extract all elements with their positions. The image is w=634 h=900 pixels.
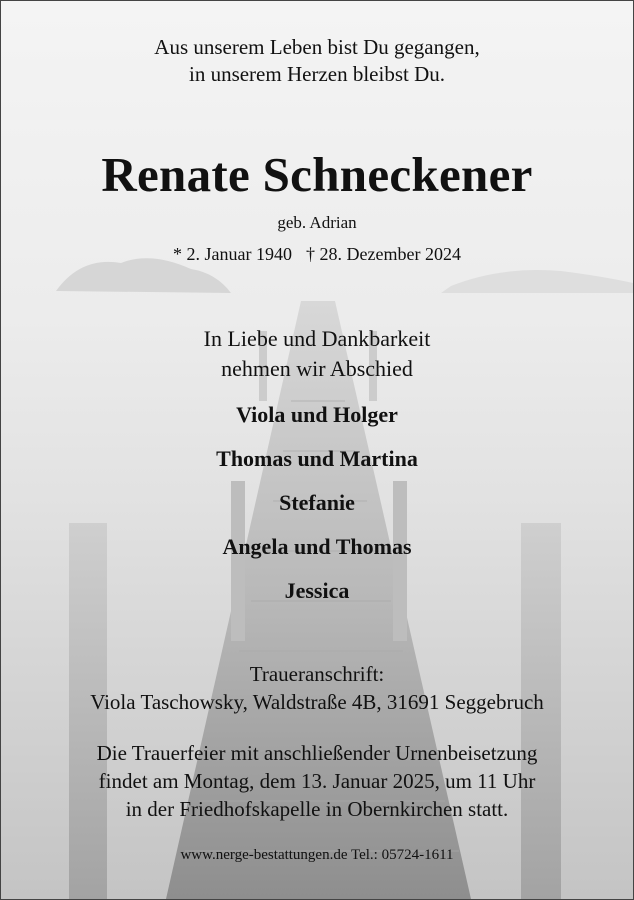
family-member: Jessica (284, 578, 350, 603)
footer-contact: www.nerge-bestattungen.de Tel.: 05724-1611 (180, 847, 454, 863)
farewell-line-1: In Liebe und Dankbarkeit (203, 326, 431, 351)
birth-name: geb. Adrian (277, 213, 357, 232)
ceremony-line-1: Die Trauerfeier mit anschließender Urnenbeisetzung (96, 741, 538, 765)
verse-line-1: Aus unserem Leben bist Du gegangen, (154, 35, 480, 59)
address-text: Viola Taschowsky, Waldstraße 4B, 31691 Seggebruch (90, 690, 544, 714)
deceased-name: Renate Schneckener (101, 147, 533, 202)
ceremony-line-3: in der Friedhofskapelle in Obernkirchen statt. (125, 797, 509, 821)
family-member: Thomas und Martina (216, 446, 418, 471)
ceremony-line-2: findet am Montag, dem 13. Januar 2025, um 11 Uhr (98, 769, 536, 793)
death-date: † 28. Dezember 2024 (306, 244, 461, 264)
verse-line-2: in unserem Herzen bleibst Du. (188, 62, 445, 86)
family-member: Angela und Thomas (222, 534, 412, 559)
family-member: Viola und Holger (236, 402, 398, 427)
life-dates (1, 244, 633, 265)
family-member: Stefanie (279, 490, 355, 515)
address-label: Traueranschrift: (249, 662, 385, 686)
farewell-line-2: nehmen wir Abschied (221, 356, 413, 381)
birth-date: * 2. Januar 1940 (173, 244, 293, 264)
